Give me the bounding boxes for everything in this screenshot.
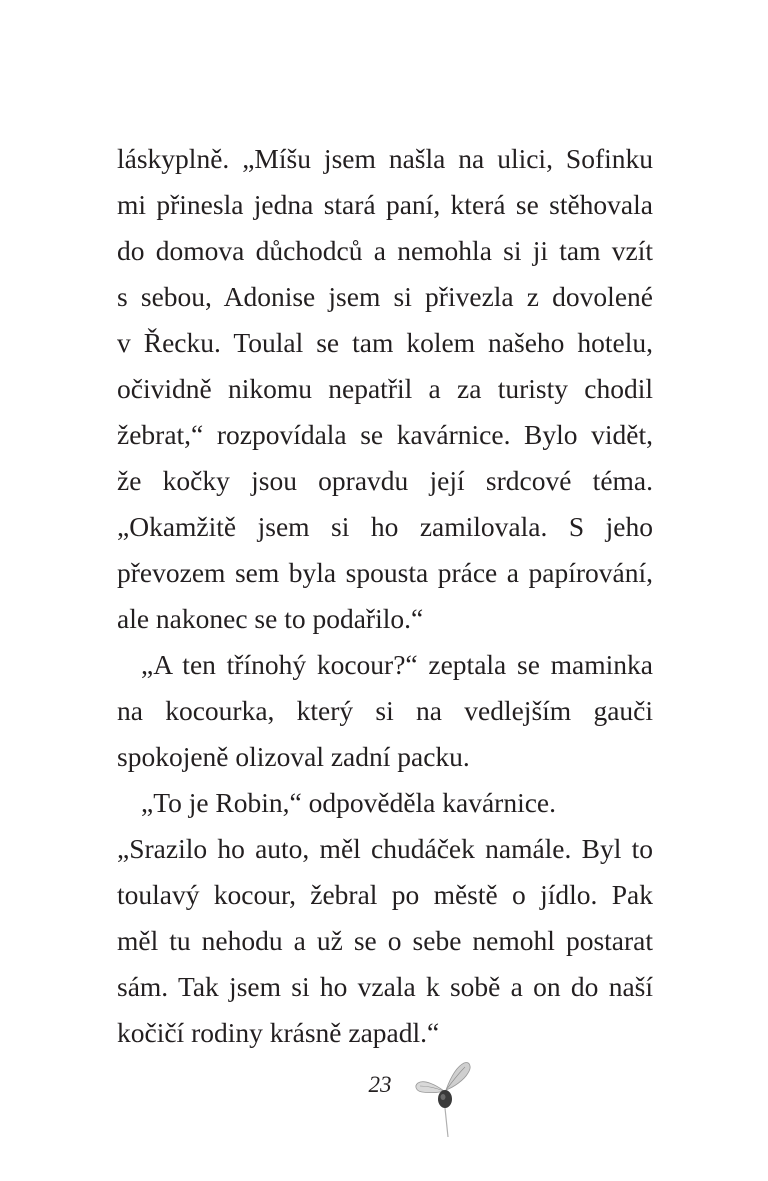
text-line: spokojeně olizoval zadní packu. (117, 741, 470, 772)
text-line: láskyplně. „Míšu jsem našla na ulici, Sofinku (117, 143, 653, 174)
text-line: „Okamžitě jsem si ho zamilovala. S jeho (117, 511, 653, 542)
text-line: že kočky jsou opravdu její srdcové téma. (117, 465, 653, 496)
maple-seed-icon (410, 1055, 480, 1140)
text-line: kočičí rodiny krásně zapadl.“ (117, 1017, 440, 1048)
text-line: „A ten třínohý kocour?“ zeptala se maminka (141, 649, 653, 680)
paragraph-1 (117, 136, 653, 642)
paragraph-3 (117, 780, 653, 1056)
page-number: 23 (368, 1072, 392, 1097)
text-line: „To je Robin,“ odpověděla kavárnice. (141, 787, 556, 818)
paragraph-2 (117, 642, 653, 780)
text-line: sám. Tak jsem si ho vzala k sobě a on do naší (117, 971, 653, 1002)
text-line: mi přinesla jedna stará paní, která se stěhovala (117, 189, 653, 220)
text-line: ale nakonec se to podařilo.“ (117, 603, 424, 634)
body-text (117, 136, 653, 1056)
text-line: měl tu nehodu a už se o sebe nemohl postarat (117, 925, 653, 956)
text-line: převozem sem byla spousta práce a papírování, (117, 557, 653, 588)
text-line: „Srazilo ho auto, měl chudáček namále. Byl to (117, 833, 653, 864)
text-line: toulavý kocour, žebral po městě o jídlo. Pak (117, 879, 653, 910)
text-line: očividně nikomu nepatřil a za turisty chodil (117, 373, 653, 404)
text-line: do domova důchodců a nemohla si ji tam vzít (117, 235, 653, 266)
text-line: žebrat,“ rozpovídala se kavárnice. Bylo vidět, (117, 419, 653, 450)
text-line: v Řecku. Toulal se tam kolem našeho hotelu, (117, 327, 653, 358)
text-line: s sebou, Adonise jsem si přivezla z dovolené (117, 281, 653, 312)
text-line: na kocourka, který si na vedlejším gauči (117, 695, 653, 726)
